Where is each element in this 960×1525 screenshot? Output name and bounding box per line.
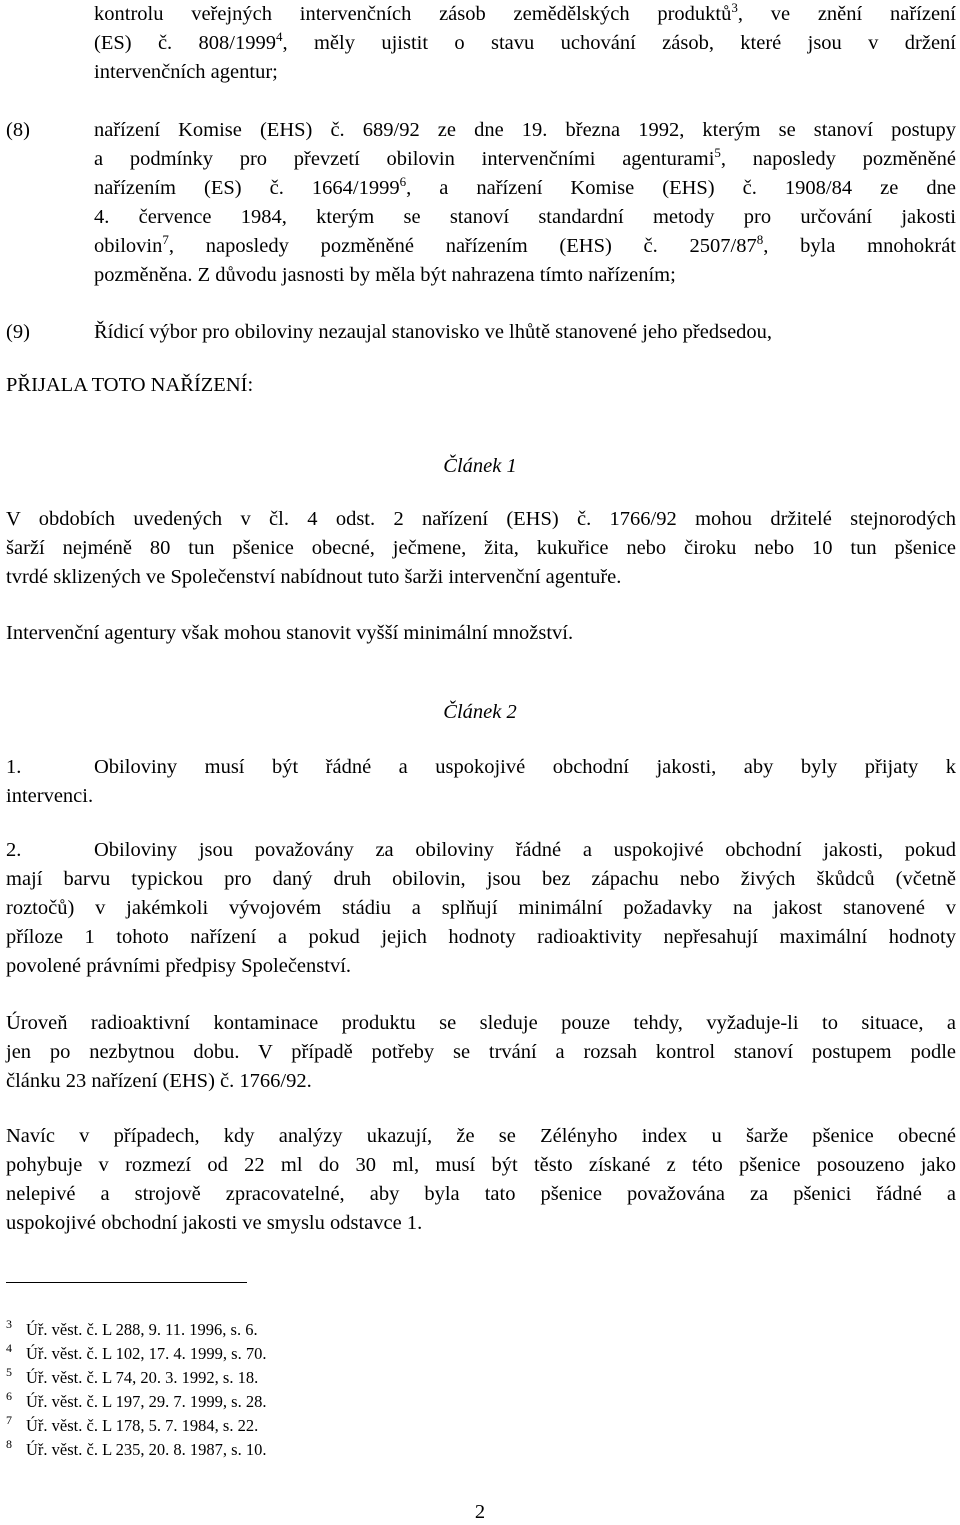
article-2-para-1-number: 1.: [6, 756, 22, 778]
footnote-number: 8: [6, 1437, 12, 1451]
footnote: [6, 1438, 506, 1463]
footnote-ref: 4: [275, 29, 283, 45]
text-line: článku 23 nařízení (EHS) č. 1766/92.: [6, 1070, 312, 1092]
text-line: obilovin$^7$, naposledy pozměněné nařízením (EHS) č. $2507/87^8$, byla mnohokrát: [94, 232, 956, 257]
article-2-para-2-number: 2.: [6, 839, 22, 861]
article-2-paragraph-3: [6, 1009, 956, 1096]
text-line: jen po nezbytnou dobu. V případě potřeby se trvání a rozsah kontrol stanoví postupem podle: [6, 1041, 956, 1063]
recital-9-number: (9): [6, 321, 30, 343]
footnote: [6, 1366, 506, 1391]
text-line: 4. července 1984, kterým se stanoví standardní metody pro určování jakosti: [94, 206, 956, 228]
footnote-text: Úř. věst. č. L 235, 20. 8. 1987, s. 10.: [26, 1440, 267, 1459]
text-line: mají barvu typickou pro daný druh obilovin, jsou bez zápachu nebo živých škůdců (včetně: [6, 868, 956, 890]
footnote-ref: 7: [162, 232, 169, 248]
text-line: Úroveň radioaktivní kontaminace produktu se sleduje pouze tehdy, vyžaduje-li to situace, a: [6, 1012, 956, 1034]
article-2-paragraph-4: [6, 1122, 956, 1238]
footnote-number: 6: [6, 1389, 12, 1403]
footnote-text: Úř. věst. č. L 178, 5. 7. 1984, s. 22.: [26, 1416, 259, 1435]
footnote-ref: 8: [756, 232, 764, 248]
footnote-number: 5: [6, 1365, 12, 1379]
article-2-paragraph-1: [6, 753, 956, 811]
text-line: šarží nejméně 80 tun pšenice obecné, ječmene, žita, kukuřice nebo čiroku nebo 10 tun pšenice: [6, 537, 956, 559]
text-line: Navíc v případech, kdy analýzy ukazují, že se Zélényho index u šarže pšenice obecné: [6, 1125, 956, 1147]
recital-8-text: [94, 116, 956, 290]
text-line: intervenčních agentur;: [94, 61, 278, 83]
text-line: kontrolu veřejných intervenčních zásob zemědělských produktů$^3$, ve znění nařízení: [94, 0, 956, 25]
footnote-separator: [6, 1282, 247, 1283]
article-1-paragraph-2: [6, 619, 956, 648]
text-line: tvrdé sklizených ve Společenství nabídnout tuto šarži intervenční agentuře.: [6, 566, 622, 588]
footnote-text: Úř. věst. č. L 288, 9. 11. 1996, s. 6.: [26, 1320, 258, 1339]
article-2-heading: Článek 2: [443, 701, 517, 723]
text-line: a podmínky pro převzetí obilovin intervenčními agenturami$^5$, naposledy pozměněné: [94, 145, 956, 170]
article-2-paragraph-2: [6, 836, 956, 981]
article-1-heading: Článek 1: [443, 455, 517, 477]
footnote-ref: 5: [714, 145, 721, 161]
recital-8-number: (8): [6, 119, 30, 141]
article-1-paragraph-1: [6, 505, 956, 592]
text-line: nařízením (ES) č. 1664/1999$^6$, a nařízení Komise (EHS) č. 1908/84 ze dne: [94, 174, 956, 199]
page-number: 2: [474, 1501, 486, 1523]
recital-9-text: [94, 318, 956, 347]
footnote-number: 7: [6, 1413, 12, 1427]
footnote-text: Úř. věst. č. L 74, 20. 3. 1992, s. 18.: [26, 1368, 259, 1387]
text-line: Intervenční agentury však mohou stanovit vyšší minimální množství.: [6, 622, 574, 644]
footnote-ref: 3: [731, 0, 738, 16]
footnote-text: Úř. věst. č. L 197, 29. 7. 1999, s. 28.: [26, 1392, 267, 1411]
text-line: Obiloviny jsou považovány za obiloviny řádné a uspokojivé obchodní jakosti, pokud: [94, 839, 956, 861]
footnote: [6, 1342, 506, 1367]
text-line: roztočů) v jakémkoli vývojovém stádiu a splňují minimální požadavky na jakost stanovené v: [6, 897, 956, 919]
recital-7-continuation: [94, 0, 956, 87]
footnote-number: 3: [6, 1317, 12, 1331]
text-line: nařízení Komise (EHS) č. 689/92 ze dne 19. března 1992, kterým se stanoví postupy: [94, 119, 956, 141]
text-line: nelepivé a strojově zpracovatelné, aby byla tato pšenice považována za pšenici řádné a: [6, 1183, 956, 1205]
footnote-number: 4: [6, 1341, 12, 1355]
footnote-text: Úř. věst. č. L 102, 17. 4. 1999, s. 70.: [26, 1344, 267, 1363]
footnote: [6, 1390, 506, 1415]
text-line: uspokojivé obchodní jakosti ve smyslu odstavce 1.: [6, 1212, 423, 1234]
text-line: (ES) č. 808/1999$^4$, měly ujistit o stavu uchování zásob, které jsou v držení: [94, 29, 957, 54]
text-line: pohybuje v rozmezí od 22 ml do 30 ml, musí být těsto získané z této pšenice posouzeno jako: [6, 1154, 956, 1176]
footnote: [6, 1414, 506, 1439]
text-line: V obdobích uvedených v čl. 4 odst. 2 nařízení (EHS) č. 1766/92 mohou držitelé stejnorodých: [6, 508, 956, 530]
text-line: intervenci.: [6, 785, 94, 807]
adoption-formula: PŘIJALA TOTO NAŘÍZENÍ:: [6, 374, 254, 396]
text-line: příloze 1 tohoto nařízení a pokud jejich hodnoty radioaktivity nepřesahují maximální hodnoty: [6, 926, 956, 948]
text-line: Řídicí výbor pro obiloviny nezaujal stanovisko ve lhůtě stanovené jeho předsedou,: [94, 321, 773, 343]
text-line: Obiloviny musí být řádné a uspokojivé obchodní jakosti, aby byly přijaty k: [94, 756, 956, 778]
text-line: pozměněna. Z důvodu jasnosti by měla být nahrazena tímto nařízením;: [94, 264, 676, 286]
footnote: [6, 1318, 506, 1343]
text-line: povolené právními předpisy Společenství.: [6, 955, 352, 977]
footnote-ref: 6: [399, 174, 407, 190]
